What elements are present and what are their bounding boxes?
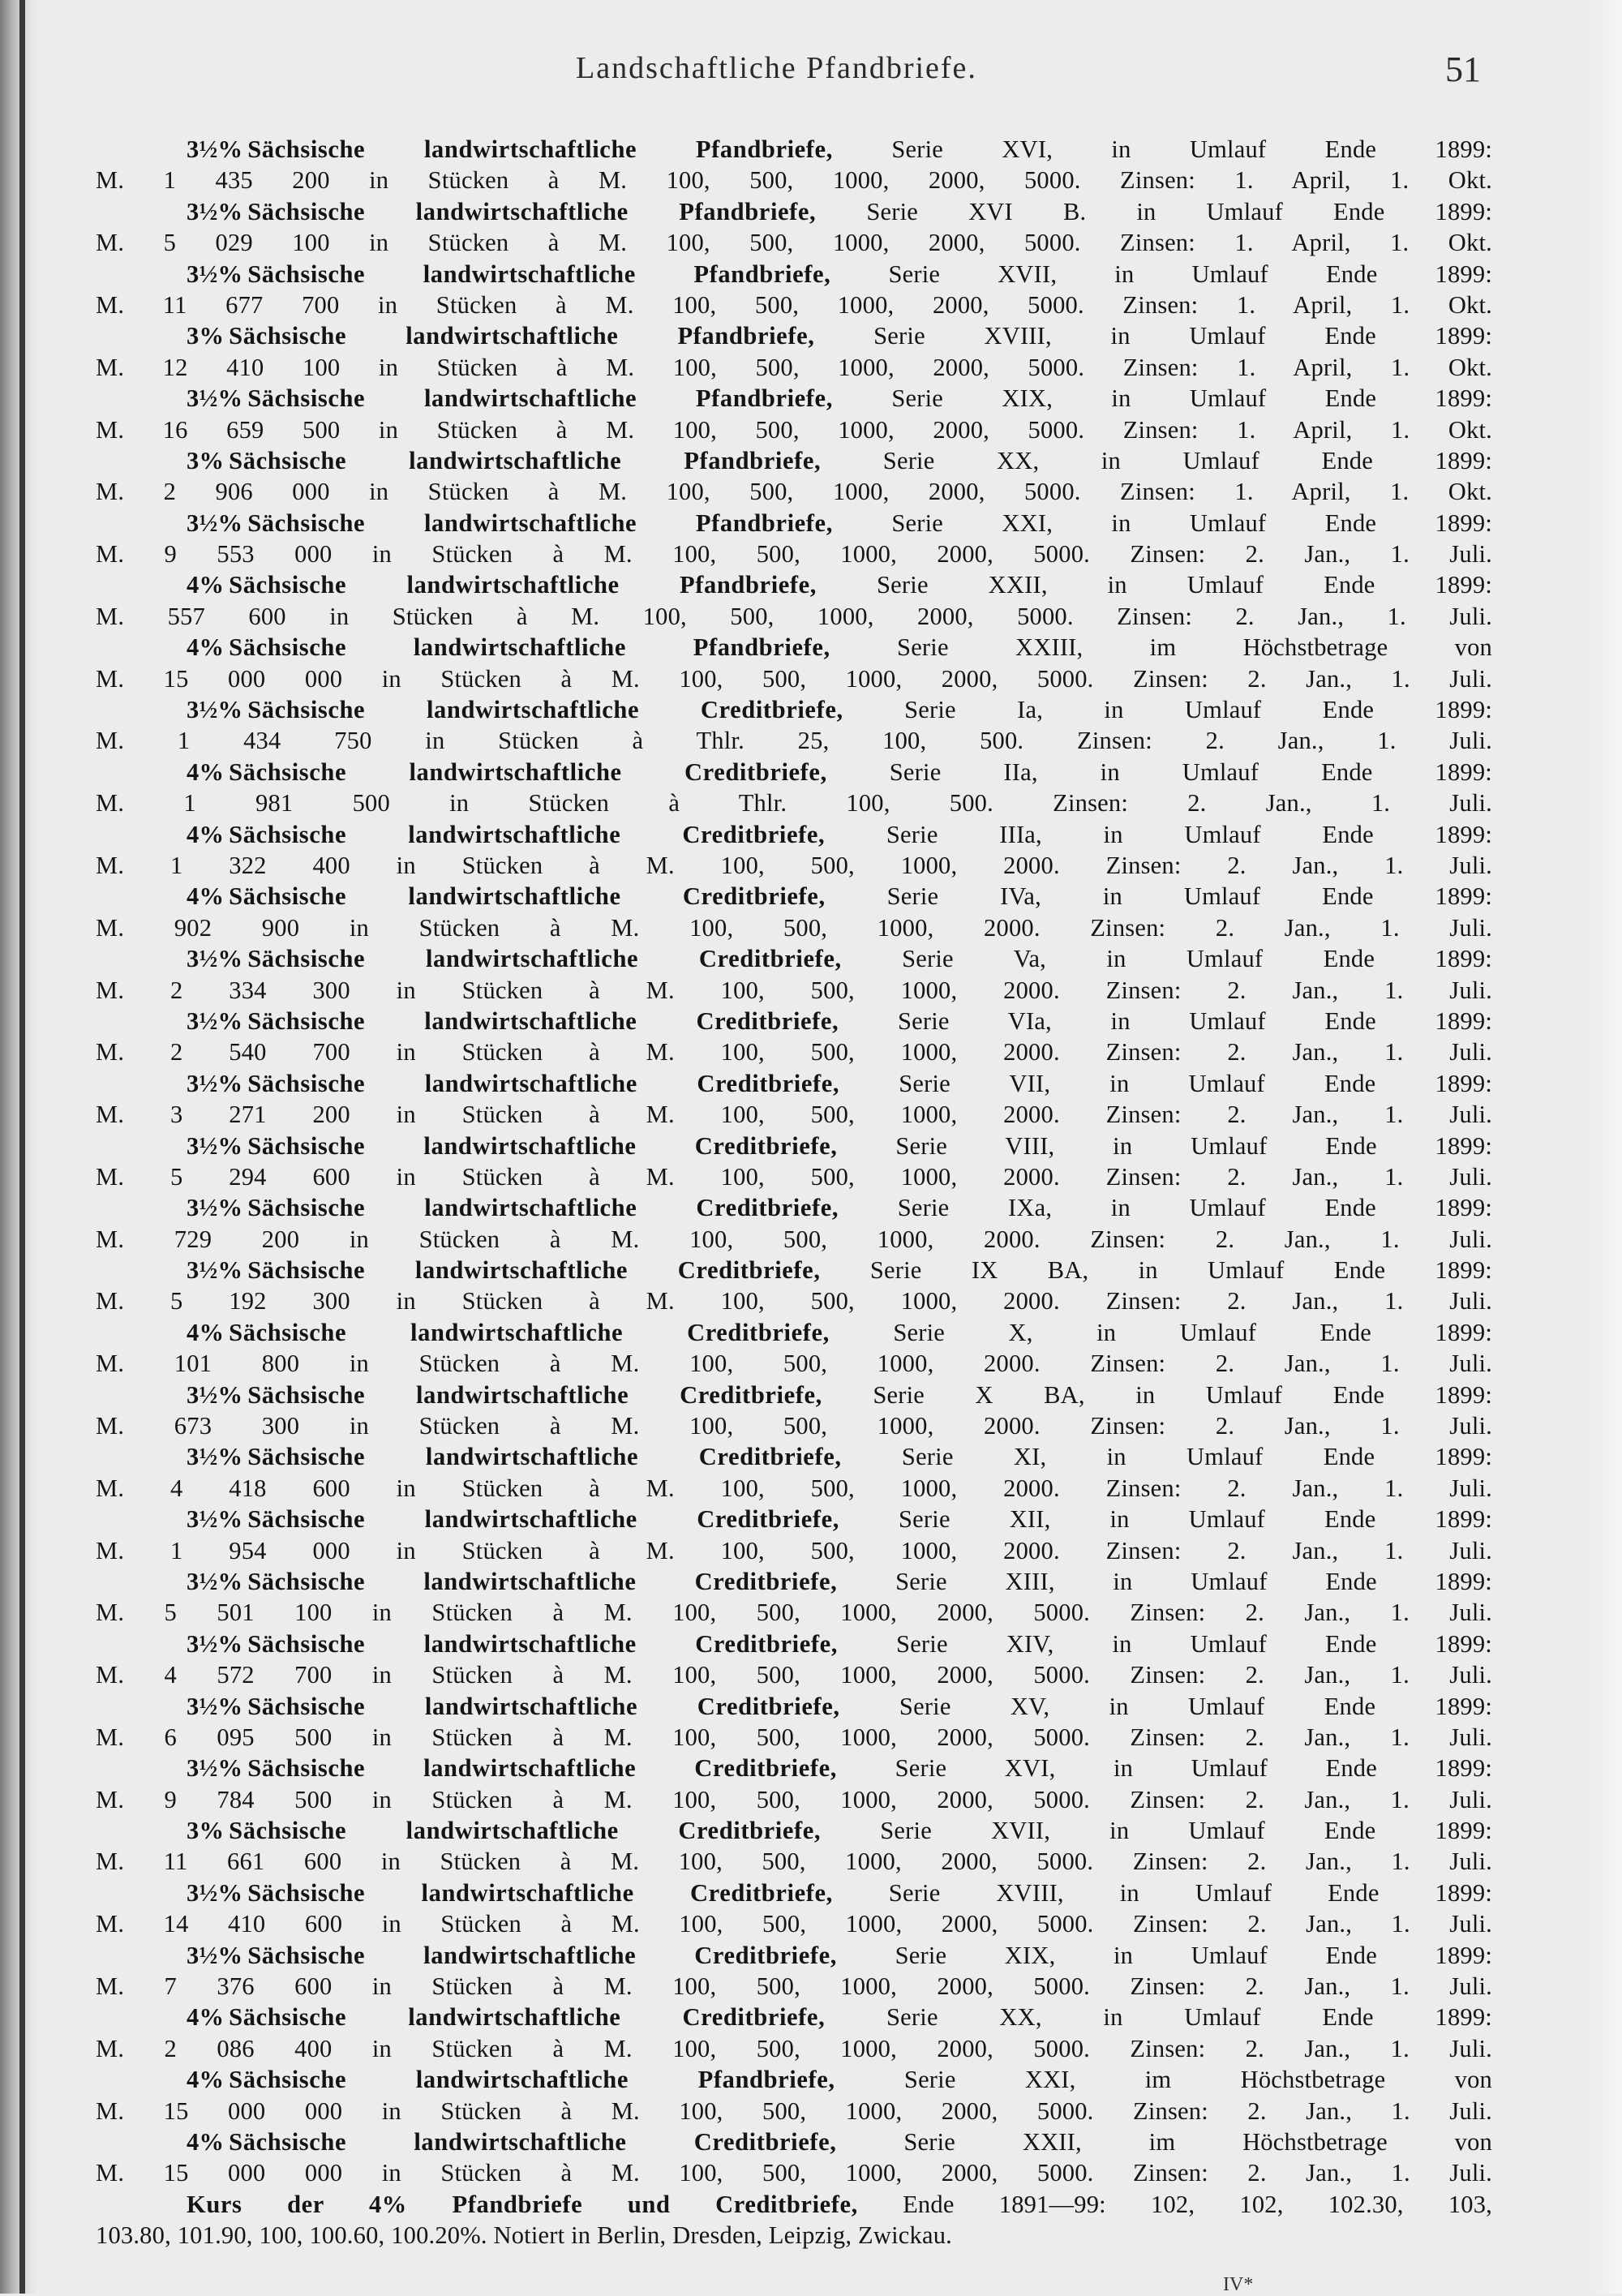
- bond-label: Sächsische landwirtschaftliche Pfandbriefe,: [247, 197, 817, 225]
- amount-line: M. 5 294 600 in Stücken à M. 100, 500, 1000, 2000. Zinsen: 2. Jan., 1. Juli.: [96, 1162, 1492, 1191]
- amount-line: M. 1 954 000 in Stücken à M. 100, 500, 1000, 2000. Zinsen: 2. Jan., 1. Juli.: [96, 1536, 1492, 1564]
- interest-rate: 3½%: [187, 1256, 243, 1285]
- series-info: Serie XVIII, in Umlauf Ende 1899:: [888, 1878, 1492, 1907]
- running-head: [0, 50, 1622, 99]
- series-info: Serie XXI, im Höchstbetrage von: [903, 2066, 1492, 2094]
- amount-line: M. 6 095 500 in Stücken à M. 100, 500, 1000, 2000, 5000. Zinsen: 2. Jan., 1. Juli.: [96, 1723, 1492, 1751]
- bond-label: Sächsische landwirtschaftliche Creditbriefe,: [247, 1629, 838, 1658]
- interest-rate: 3½%: [187, 1006, 243, 1035]
- bond-label: Sächsische landwirtschaftliche Pfandbriefe,: [229, 446, 822, 474]
- bond-entry: [96, 320, 1492, 383]
- interest-rate: 3½%: [187, 197, 243, 225]
- entry-heading-line: [96, 1878, 1492, 1908]
- page-binding-shadow: [0, 0, 37, 2294]
- bond-label: Sächsische landwirtschaftliche Creditbriefe,: [247, 1443, 842, 1471]
- bond-label: Sächsische landwirtschaftliche Creditbriefe,: [247, 1069, 840, 1097]
- interest-rate: 3½%: [187, 1131, 243, 1160]
- bond-label: Sächsische landwirtschaftliche Creditbriefe,: [247, 1006, 839, 1035]
- interest-rate: 4%: [187, 820, 225, 848]
- interest-rate: 3½%: [187, 1567, 243, 1595]
- interest-rate: 4%: [187, 571, 225, 599]
- bond-entry: [96, 1504, 1492, 1566]
- series-info: Serie XXII, im Höchstbetrage von: [903, 2128, 1492, 2156]
- amount-line: M. 12 410 100 in Stücken à M. 100, 500, 1000, 2000, 5000. Zinsen: 1. April, 1. Okt.: [96, 353, 1492, 381]
- amount-line: M. 11 677 700 in Stücken à M. 100, 500, 1000, 2000, 5000. Zinsen: 1. April, 1. Okt.: [96, 290, 1492, 319]
- amount-line: M. 1 435 200 in Stücken à M. 100, 500, 1000, 2000, 5000. Zinsen: 1. April, 1. Okt.: [96, 166, 1492, 195]
- entry-heading-line: [96, 259, 1492, 290]
- amount-line: M. 7 376 600 in Stücken à M. 100, 500, 1000, 2000, 5000. Zinsen: 2. Jan., 1. Juli.: [96, 1972, 1492, 2001]
- bond-label: Sächsische landwirtschaftliche Pfandbriefe,: [229, 571, 817, 599]
- interest-rate: 3½%: [187, 1629, 243, 1658]
- entry-heading-line: [96, 1006, 1492, 1036]
- entry-heading-line: [96, 943, 1492, 974]
- entry-heading-line: [96, 2126, 1492, 2157]
- bond-entry: [96, 445, 1492, 508]
- amount-line: M. 1 434 750 in Stücken à Thlr. 25, 100, 500. Zinsen: 2. Jan., 1. Juli.: [96, 727, 1492, 755]
- interest-rate: 3%: [187, 322, 225, 350]
- bond-label: Sächsische landwirtschaftliche Pfandbriefe,: [247, 509, 833, 537]
- series-info: Serie Ia, in Umlauf Ende 1899:: [904, 696, 1492, 724]
- bond-entry: [96, 259, 1492, 321]
- kurs-values-line: 103.80, 101.90, 100, 100.60, 100.20%. Notiert in Berlin, Dresden, Leipzig, Zwickau.: [96, 2221, 952, 2250]
- bond-label: Sächsische landwirtschaftliche Creditbriefe,: [247, 1194, 839, 1222]
- entry-heading-line: [96, 694, 1492, 725]
- entry-heading-line: [96, 1131, 1492, 1161]
- amount-line: M. 5 029 100 in Stücken à M. 100, 500, 1000, 2000, 5000. Zinsen: 1. April, 1. Okt.: [96, 229, 1492, 257]
- amount-line: M. 2 540 700 in Stücken à M. 100, 500, 1000, 2000. Zinsen: 2. Jan., 1. Juli.: [96, 1038, 1492, 1066]
- bond-entry: [96, 1317, 1492, 1380]
- interest-rate: 3%: [187, 446, 225, 474]
- bond-label: Sächsische landwirtschaftliche Pfandbriefe,: [229, 2066, 835, 2094]
- entry-heading-line: [96, 320, 1492, 351]
- series-info: Serie IVa, in Umlauf Ende 1899:: [886, 882, 1492, 911]
- series-info: Serie XIII, in Umlauf Ende 1899:: [895, 1567, 1492, 1595]
- series-info: Serie XIX, in Umlauf Ende 1899:: [891, 384, 1492, 413]
- bond-label: Kurs der 4% Pfandbriefe und Creditbriefe,: [187, 2190, 858, 2218]
- entry-heading-line: [96, 1317, 1492, 1348]
- amount-line: M. 16 659 500 in Stücken à M. 100, 500, 1000, 2000, 5000. Zinsen: 1. April, 1. Okt.: [96, 415, 1492, 444]
- amount-line: M. 15 000 000 in Stücken à M. 100, 500, 1000, 2000, 5000. Zinsen: 2. Jan., 1. Juli.: [96, 2159, 1492, 2187]
- amount-line: M. 2 086 400 in Stücken à M. 100, 500, 1000, 2000, 5000. Zinsen: 2. Jan., 1. Juli.: [96, 2034, 1492, 2062]
- series-info: Serie XV, in Umlauf Ende 1899:: [899, 1692, 1492, 1720]
- bond-entry: [96, 2064, 1492, 2126]
- bond-label: Sächsische landwirtschaftliche Pfandbriefe,: [229, 322, 815, 350]
- interest-rate: 4%: [187, 2128, 225, 2156]
- interest-rate: 3½%: [187, 135, 243, 163]
- series-info: Serie XIX, in Umlauf Ende 1899:: [895, 1941, 1492, 1969]
- bond-label: Sächsische landwirtschaftliche Creditbriefe,: [229, 1318, 830, 1346]
- interest-rate: 4%: [187, 633, 225, 662]
- entry-heading-line: [96, 1629, 1492, 1659]
- bond-label: Sächsische landwirtschaftliche Creditbriefe,: [229, 757, 827, 786]
- bond-entry: [96, 1878, 1492, 1940]
- body-text: [96, 134, 1492, 2251]
- bond-entry: [96, 2002, 1492, 2064]
- page-number: 51: [1445, 49, 1481, 89]
- amount-line: M. 14 410 600 in Stücken à M. 100, 500, 1000, 2000, 5000. Zinsen: 2. Jan., 1. Juli.: [96, 1910, 1492, 1938]
- bond-label: Sächsische landwirtschaftliche Creditbriefe,: [247, 1380, 822, 1409]
- bond-entry: [96, 383, 1492, 445]
- bond-entry: [96, 1629, 1492, 1691]
- amount-line: M. 2 906 000 in Stücken à M. 100, 500, 1000, 2000, 5000. Zinsen: 1. April, 1. Okt.: [96, 478, 1492, 506]
- series-info: Serie VIII, in Umlauf Ende 1899:: [895, 1131, 1492, 1160]
- bond-entry: [96, 196, 1492, 259]
- interest-rate: 4%: [187, 2003, 225, 2032]
- series-info: Serie IIa, in Umlauf Ende 1899:: [889, 757, 1492, 786]
- amount-line: M. 4 418 600 in Stücken à M. 100, 500, 1000, 2000. Zinsen: 2. Jan., 1. Juli.: [96, 1474, 1492, 1502]
- series-info: Serie XIV, in Umlauf Ende 1899:: [896, 1629, 1492, 1658]
- entry-heading-line: [96, 196, 1492, 227]
- bond-entry: [96, 819, 1492, 882]
- bond-label: Sächsische landwirtschaftliche Creditbriefe,: [229, 2128, 837, 2156]
- entry-heading-line: [96, 508, 1492, 539]
- page-right-margin: [1590, 0, 1622, 2294]
- entry-heading-line: [96, 1815, 1492, 1846]
- amount-line: M. 9 553 000 in Stücken à M. 100, 500, 1000, 2000, 5000. Zinsen: 2. Jan., 1. Juli.: [96, 540, 1492, 569]
- series-info: Serie XII, in Umlauf Ende 1899:: [899, 1505, 1492, 1534]
- bond-entry: [96, 1380, 1492, 1442]
- bond-entry: [96, 508, 1492, 570]
- entry-heading-line: [96, 1255, 1492, 1285]
- running-head-title: Landschaftliche Pfandbriefe.: [576, 51, 977, 85]
- series-info: Serie X, in Umlauf Ende 1899:: [893, 1318, 1492, 1346]
- entry-heading-line: [96, 1068, 1492, 1099]
- bond-entry: [96, 134, 1492, 196]
- bond-label: Sächsische landwirtschaftliche Creditbriefe,: [229, 2003, 826, 2032]
- signature-mark: IV*: [1223, 2274, 1254, 2295]
- bond-entry: [96, 1753, 1492, 1815]
- entry-heading-line: [96, 2064, 1492, 2095]
- series-info: Serie XVI B. in Umlauf Ende 1899:: [866, 197, 1492, 225]
- bond-label: Sächsische landwirtschaftliche Pfandbriefe,: [247, 135, 833, 163]
- bond-label: Sächsische landwirtschaftliche Creditbriefe,: [229, 882, 826, 911]
- bond-entry: [96, 632, 1492, 694]
- entry-heading-line: [96, 445, 1492, 476]
- bond-entry: [96, 1940, 1492, 2002]
- interest-rate: 3%: [187, 1817, 225, 1845]
- series-info: Serie VII, in Umlauf Ende 1899:: [899, 1069, 1492, 1097]
- entry-heading-line: [96, 757, 1492, 788]
- interest-rate: 3½%: [187, 1443, 243, 1471]
- interest-rate: 3½%: [187, 945, 243, 973]
- bond-entry: [96, 1068, 1492, 1131]
- bond-label: Sächsische landwirtschaftliche Creditbriefe,: [247, 1256, 821, 1285]
- amount-line: M. 9 784 500 in Stücken à M. 100, 500, 1000, 2000, 5000. Zinsen: 2. Jan., 1. Juli.: [96, 1785, 1492, 1813]
- bond-entry: [96, 1691, 1492, 1753]
- interest-rate: 3½%: [187, 1754, 243, 1783]
- bond-entry: [96, 1255, 1492, 1317]
- entry-heading-line: [96, 1691, 1492, 1722]
- series-info: Serie XVIII, in Umlauf Ende 1899:: [873, 322, 1492, 350]
- amount-line: M. 1 981 500 in Stücken à Thlr. 100, 500. Zinsen: 2. Jan., 1. Juli.: [96, 789, 1492, 818]
- interest-rate: 4%: [187, 2066, 225, 2094]
- entry-heading-line: [96, 2002, 1492, 2032]
- series-info: Serie IIIa, in Umlauf Ende 1899:: [886, 820, 1492, 848]
- entry-heading-line: [96, 819, 1492, 850]
- series-info: Serie XVI, in Umlauf Ende 1899:: [895, 1754, 1492, 1783]
- series-info: Ende 1891—99: 102, 102, 102.30, 103,: [903, 2190, 1492, 2218]
- amount-line: M. 729 200 in Stücken à M. 100, 500, 1000, 2000. Zinsen: 2. Jan., 1. Juli.: [96, 1225, 1492, 1253]
- bond-label: Sächsische landwirtschaftliche Creditbriefe,: [247, 1131, 838, 1160]
- interest-rate: 3½%: [187, 696, 243, 724]
- amount-line: M. 15 000 000 in Stücken à M. 100, 500, 1000, 2000, 5000. Zinsen: 2. Jan., 1. Juli.: [96, 664, 1492, 693]
- interest-rate: 4%: [187, 757, 225, 786]
- bond-label: Sächsische landwirtschaftliche Creditbriefe,: [247, 1505, 839, 1534]
- bond-label: Sächsische landwirtschaftliche Creditbriefe,: [229, 1817, 822, 1845]
- amount-line: M. 3 271 200 in Stücken à M. 100, 500, 1000, 2000. Zinsen: 2. Jan., 1. Juli.: [96, 1101, 1492, 1129]
- entry-heading-line: [96, 2189, 1492, 2220]
- interest-rate: 3½%: [187, 509, 243, 537]
- bond-label: Sächsische landwirtschaftliche Pfandbriefe,: [247, 260, 831, 288]
- interest-rate: 3½%: [187, 384, 243, 413]
- bond-label: Sächsische landwirtschaftliche Creditbriefe,: [247, 1878, 833, 1907]
- bond-label: Sächsische landwirtschaftliche Creditbriefe,: [247, 1941, 838, 1969]
- kurs-entry: [96, 2189, 1492, 2251]
- interest-rate: 4%: [187, 882, 225, 911]
- amount-line: M. 15 000 000 in Stücken à M. 100, 500, 1000, 2000, 5000. Zinsen: 2. Jan., 1. Juli.: [96, 2096, 1492, 2125]
- series-info: Serie XVI, in Umlauf Ende 1899:: [891, 135, 1492, 163]
- series-info: Serie IXa, in Umlauf Ende 1899:: [897, 1194, 1492, 1222]
- amount-line: M. 1 322 400 in Stücken à M. 100, 500, 1000, 2000. Zinsen: 2. Jan., 1. Juli.: [96, 851, 1492, 879]
- bond-label: Sächsische landwirtschaftliche Creditbriefe,: [247, 1567, 838, 1595]
- series-info: Serie XXI, in Umlauf Ende 1899:: [891, 509, 1492, 537]
- bond-label: Sächsische landwirtschaftliche Creditbriefe,: [247, 696, 843, 724]
- bond-entry: [96, 1815, 1492, 1878]
- amount-line: M. 11 661 600 in Stücken à M. 100, 500, 1000, 2000, 5000. Zinsen: 2. Jan., 1. Juli.: [96, 1848, 1492, 1876]
- bond-entry: [96, 1131, 1492, 1193]
- series-info: Serie XX, in Umlauf Ende 1899:: [886, 2003, 1492, 2032]
- bond-entry: [96, 943, 1492, 1006]
- entry-heading-line: [96, 1441, 1492, 1472]
- amount-line: M. 101 800 in Stücken à M. 100, 500, 1000, 2000. Zinsen: 2. Jan., 1. Juli.: [96, 1350, 1492, 1378]
- amount-line: M. 902 900 in Stücken à M. 100, 500, 1000, 2000. Zinsen: 2. Jan., 1. Juli.: [96, 913, 1492, 942]
- series-info: Serie Va, in Umlauf Ende 1899:: [902, 945, 1492, 973]
- entry-heading-line: [96, 1380, 1492, 1410]
- interest-rate: 3½%: [187, 1069, 243, 1097]
- bond-entry: [96, 1006, 1492, 1068]
- series-info: Serie XXII, in Umlauf Ende 1899:: [877, 571, 1492, 599]
- entry-heading-line: [96, 1940, 1492, 1971]
- interest-rate: 3½%: [187, 1692, 243, 1720]
- series-info: Serie XXIII, im Höchstbetrage von: [897, 633, 1492, 662]
- series-info: Serie IX BA, in Umlauf Ende 1899:: [869, 1256, 1492, 1285]
- amount-line: M. 5 501 100 in Stücken à M. 100, 500, 1000, 2000, 5000. Zinsen: 2. Jan., 1. Juli.: [96, 1599, 1492, 1627]
- amount-line: M. 673 300 in Stücken à M. 100, 500, 1000, 2000. Zinsen: 2. Jan., 1. Juli.: [96, 1412, 1492, 1440]
- bond-entry: [96, 694, 1492, 757]
- interest-rate: 3½%: [187, 1941, 243, 1969]
- bond-entry: [96, 1566, 1492, 1629]
- series-info: Serie XX, in Umlauf Ende 1899:: [882, 446, 1492, 474]
- interest-rate: 4%: [187, 1318, 225, 1346]
- series-info: Serie XI, in Umlauf Ende 1899:: [901, 1443, 1492, 1471]
- interest-rate: 3½%: [187, 1505, 243, 1534]
- bond-entry: [96, 1192, 1492, 1255]
- entry-heading-line: [96, 1192, 1492, 1223]
- amount-line: M. 2 334 300 in Stücken à M. 100, 500, 1000, 2000. Zinsen: 2. Jan., 1. Juli.: [96, 976, 1492, 1004]
- entry-heading-line: [96, 1504, 1492, 1534]
- series-info: Serie XVII, in Umlauf Ende 1899:: [888, 260, 1492, 288]
- interest-rate: 3½%: [187, 260, 243, 288]
- bond-label: Sächsische landwirtschaftliche Pfandbriefe,: [247, 384, 833, 413]
- entry-heading-line: [96, 383, 1492, 414]
- bond-entry: [96, 881, 1492, 943]
- entry-heading-line: [96, 569, 1492, 600]
- interest-rate: 3½%: [187, 1194, 243, 1222]
- entry-heading-line: [96, 632, 1492, 663]
- bond-entry: [96, 2126, 1492, 2189]
- series-info: Serie X BA, in Umlauf Ende 1899:: [873, 1380, 1492, 1409]
- interest-rate: 3½%: [187, 1878, 243, 1907]
- amount-line: M. 5 192 300 in Stücken à M. 100, 500, 1000, 2000. Zinsen: 2. Jan., 1. Juli.: [96, 1287, 1492, 1315]
- bond-label: Sächsische landwirtschaftliche Creditbriefe,: [247, 945, 842, 973]
- interest-rate: 3½%: [187, 1380, 243, 1409]
- amount-line: M. 4 572 700 in Stücken à M. 100, 500, 1000, 2000, 5000. Zinsen: 2. Jan., 1. Juli.: [96, 1661, 1492, 1689]
- bond-entry: [96, 757, 1492, 819]
- entry-heading-line: [96, 1566, 1492, 1597]
- bond-label: Sächsische landwirtschaftliche Creditbriefe,: [229, 820, 826, 848]
- series-info: Serie VIa, in Umlauf Ende 1899:: [897, 1006, 1492, 1035]
- bond-label: Sächsische landwirtschaftliche Creditbriefe,: [247, 1754, 838, 1783]
- bond-label: Sächsische landwirtschaftliche Pfandbriefe,: [229, 633, 830, 662]
- bond-entry: [96, 1441, 1492, 1504]
- entry-heading-line: [96, 134, 1492, 165]
- amount-line: M. 557 600 in Stücken à M. 100, 500, 1000, 2000, 5000. Zinsen: 2. Jan., 1. Juli.: [96, 602, 1492, 630]
- bond-entry: [96, 569, 1492, 632]
- series-info: Serie XVII, in Umlauf Ende 1899:: [880, 1817, 1492, 1845]
- entry-heading-line: [96, 881, 1492, 912]
- bond-label: Sächsische landwirtschaftliche Creditbriefe,: [247, 1692, 840, 1720]
- entry-heading-line: [96, 1753, 1492, 1783]
